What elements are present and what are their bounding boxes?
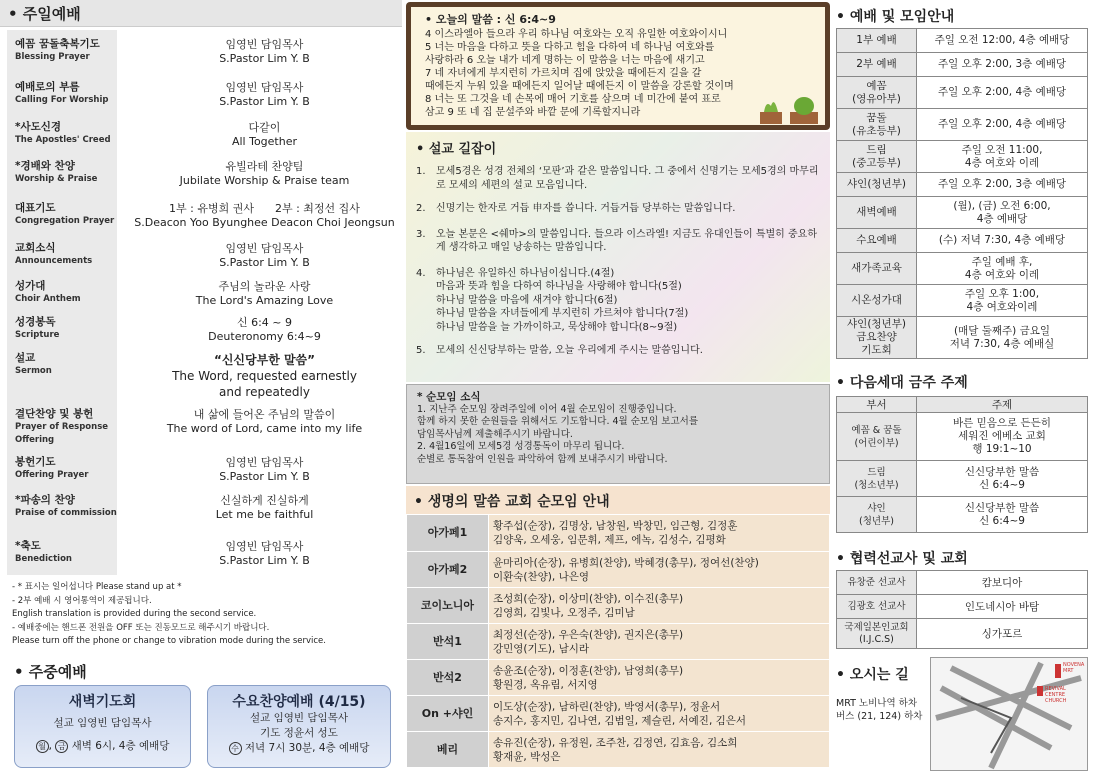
order-value-korean: 임영빈 담임목사 <box>225 540 304 553</box>
guide-item <box>416 202 820 216</box>
table-row <box>837 29 1088 53</box>
schedule-name: 2부 예배 <box>837 53 917 77</box>
table-row <box>407 696 830 732</box>
schedule-name: 1부 예배 <box>837 29 917 53</box>
order-label <box>15 202 120 228</box>
guide-item-text: 신명기는 한자로 거듭 申자를 씁니다. 거듭거듭 당부하는 말씀입니다. <box>436 203 736 214</box>
topic-dept: 샤인 (청년부) <box>837 497 917 533</box>
sermon-guide-title: • 설교 길잡이 <box>416 142 497 157</box>
table-row <box>407 660 830 696</box>
guide-item-text: 오늘 본문은 <쉐마>의 말씀입니다. 들으라 이스라엘! 지금도 유대인들이 특별히 중요하게 생각하고 매일 낭송하는 말씀입니다. <box>436 228 817 253</box>
order-label-korean: 설교 <box>15 352 36 364</box>
schedule-time: 주일 오전 11:00, 4층 여호와 이레 <box>917 141 1088 173</box>
order-value-korean: 주님의 놀라운 사랑 <box>218 280 311 293</box>
schedule-name: 꿈돌 (유초등부) <box>837 109 917 141</box>
order-label-korean: 성경봉독 <box>15 316 56 328</box>
plant-decoration-icon <box>756 92 822 126</box>
order-label-korean: 성가대 <box>15 280 46 292</box>
topic-text: 바른 믿음으로 든든히 세워진 에베소 교회 행 19:1~10 <box>917 413 1088 461</box>
order-value <box>127 540 402 568</box>
schedule-name: 드림 (중고등부) <box>837 141 917 173</box>
schedule-name: 샤인(청년부) <box>837 173 917 197</box>
schedule-time: 주일 오후 2:00, 3층 예배당 <box>917 53 1088 77</box>
order-value-korean: 신 6:4 ~ 9 <box>236 316 293 329</box>
group-name: 베리 <box>407 732 489 768</box>
order-label <box>15 81 120 107</box>
table-row <box>837 285 1088 317</box>
order-label <box>15 160 120 186</box>
guide-item <box>416 344 820 358</box>
schedule-time: 주일 오전 12:00, 4층 예배당 <box>917 29 1088 53</box>
schedule-time: (수) 저녁 7:30, 4층 예배당 <box>917 229 1088 253</box>
order-value-english: The Lord's Amazing Love <box>195 294 334 307</box>
table-row <box>837 173 1088 197</box>
wednesday-time: 수 저녁 7시 30분, 4층 예배당 <box>208 741 390 756</box>
guide-item-text: 모세의 신신당부하는 말씀, 오늘 우리에게 주시는 말씀입니다. <box>436 345 703 356</box>
order-label-english: Choir Anthem <box>15 294 81 304</box>
order-label-korean: *경배와 찬양 <box>15 160 75 172</box>
news-line: 함께 하지 못한 순원들을 위해서도 기도합니다. 4월 순모임 보고서를 <box>417 416 699 427</box>
schedule-time: (매달 둘째주) 금요일 저녁 7:30, 4층 예배실 <box>917 317 1088 359</box>
order-value <box>127 352 402 400</box>
order-value-english: Jubilate Worship & Praise team <box>179 174 350 187</box>
order-value-korean: 임영빈 담임목사 <box>225 81 304 94</box>
order-label <box>15 242 120 268</box>
table-row <box>837 317 1088 359</box>
order-value <box>127 242 402 270</box>
order-label-korean: *사도신경 <box>15 121 62 133</box>
order-label-korean: *파송의 찬양 <box>15 494 75 506</box>
order-value <box>127 81 402 109</box>
group-members: 송유진(순장), 유정원, 조주찬, 김정연, 김효음, 김소희 황재윤, 박성은 <box>489 732 830 768</box>
order-value <box>127 160 402 188</box>
order-label-korean: 예꼼 꿈돌축복기도 <box>15 38 100 50</box>
schedule-name: 샤인(청년부) 금요찬양 기도회 <box>837 317 917 359</box>
order-value-korean: 유빌라테 찬양팀 <box>225 160 304 173</box>
news-line: 순별로 통독참여 인원을 파악하여 함께 보내주시기 바랍니다. <box>417 453 668 465</box>
missionary-name: 김광호 선교사 <box>837 595 917 619</box>
news-line: 1. 지난주 순모임 장려주일에 이어 4월 순모임이 진행중입니다. <box>417 403 677 415</box>
table-row <box>837 53 1088 77</box>
order-value-english: S.Pastor Lim Y. B <box>219 554 310 567</box>
schedule-heading: • 예배 및 모임안내 <box>836 9 955 25</box>
table-row <box>837 197 1088 229</box>
news-line: 담임목사님께 제출해주시기 바랍니다. <box>417 428 573 440</box>
order-label-english: Offering Prayer <box>15 470 89 480</box>
order-label-korean: *축도 <box>15 540 41 552</box>
topics-table <box>836 396 1088 533</box>
order-label <box>15 316 120 342</box>
order-value-english: Let me be faithful <box>215 508 314 521</box>
monday-badge-icon: 월 <box>36 740 49 753</box>
order-label-korean: 예배로의 부름 <box>15 81 80 93</box>
schedule-name: 새가족교육 <box>837 253 917 285</box>
news-line: 2. 4월16일에 모세5경 성경통독이 마무리 됩니다. <box>417 441 625 452</box>
group-name: 아가페2 <box>407 552 489 588</box>
missionary-name: 유창준 선교사 <box>837 571 917 595</box>
missions-table <box>836 570 1088 649</box>
map-label-mrt: NOVENA MRT <box>1063 662 1085 674</box>
table-row <box>837 413 1088 461</box>
order-label-english: Blessing Prayer <box>15 52 90 62</box>
schedule-name: 새벽예배 <box>837 197 917 229</box>
group-name: On +샤인 <box>407 696 489 732</box>
group-name: 반석2 <box>407 660 489 696</box>
mission-location: 캄보디아 <box>917 571 1088 595</box>
order-label-english: Congregation Prayer <box>15 216 115 226</box>
order-label-english: Calling For Worship <box>15 95 109 105</box>
wednesday-preacher: 설교 임영빈 담임목사 <box>250 712 348 724</box>
small-groups-heading: • 생명의 말씀 교회 순모임 안내 <box>406 486 830 514</box>
weekday-worship-heading: • 주중예배 <box>14 663 87 681</box>
small-group-news <box>406 384 830 484</box>
table-row <box>407 732 830 768</box>
table-row <box>407 515 830 552</box>
order-value-english: The word of Lord, came into my life <box>166 422 363 435</box>
schedule-time: (월), (금) 오전 6:00, 4층 예배당 <box>917 197 1088 229</box>
order-label-english: Worship & Praise <box>15 174 98 184</box>
verse-line: 7 네 자녀에게 부지런히 가르치며 집에 앉았을 때에든지 길을 갈 <box>425 68 702 79</box>
order-label <box>15 121 120 147</box>
order-value-korean: “신신당부한 말씀” <box>213 353 316 367</box>
order-label-english: Benediction <box>15 554 72 564</box>
group-members: 송윤조(순장), 이정훈(찬양), 남영희(총무) 황원경, 옥유림, 서지영 <box>489 660 830 696</box>
table-row <box>837 141 1088 173</box>
order-value-english: The Word, requested earnestly <box>172 369 357 383</box>
order-value-korean: 신실하게 진실하게 <box>220 494 309 507</box>
topic-dept: 드림 (청소년부) <box>837 461 917 497</box>
table-row <box>837 77 1088 109</box>
table-row <box>837 595 1088 619</box>
note-line: - * 표시는 일어섭니다 Please stand up at * <box>12 582 182 592</box>
guide-item <box>416 228 820 255</box>
order-label-english: Scripture <box>15 330 60 340</box>
order-label-korean: 결단찬양 및 봉헌 <box>15 408 94 420</box>
wednesday-prayer: 기도 정윤서 성도 <box>260 727 338 739</box>
order-label <box>15 38 120 64</box>
verse-line: 사랑하라 6 오늘 내가 네게 명하는 이 말씀을 너는 마음에 새기고 <box>425 55 705 66</box>
dawn-prayer-preacher: 설교 임영빈 담임목사 <box>53 717 152 729</box>
verse-line: 삼고 9 또 네 집 문설주와 바깥 문에 기록할지니라 <box>425 107 641 118</box>
group-members: 조성희(순장), 이상미(찬양), 이수진(총무) 김영희, 김빛나, 오정주, 김미남 <box>489 588 830 624</box>
order-value-english: S.Pastor Lim Y. B <box>219 52 310 65</box>
schedule-name: 수요예배 <box>837 229 917 253</box>
small-group-news-title: * 순모임 소식 <box>417 391 481 403</box>
table-row <box>837 619 1088 649</box>
table-row <box>837 571 1088 595</box>
schedule-time: 주일 예배 후, 4층 여호와 이레 <box>917 253 1088 285</box>
wednesday-worship-title: 수요찬양예배 (4/15) <box>232 694 366 710</box>
sermon-guide <box>406 132 830 382</box>
order-value <box>127 408 402 436</box>
verse-line: 5 너는 마음을 다하고 뜻을 다하고 힘을 다하여 네 하나님 여호와를 <box>425 42 715 53</box>
order-label <box>15 494 120 520</box>
wednesday-worship-card <box>207 685 391 768</box>
order-value-korean: 임영빈 담임목사 <box>225 242 304 255</box>
order-value <box>127 202 402 230</box>
directions-text: MRT 노비나역 하차 버스 (21, 124) 하차 <box>836 698 923 722</box>
order-value-korean: 임영빈 담임목사 <box>225 38 304 51</box>
group-members: 이도상(순장), 남하린(찬양), 박영서(총무), 정윤서 송지수, 홍지민, 김나연, 김범일, 제슬린, 서예진, 김은서 <box>489 696 830 732</box>
topics-heading: • 다음세대 금주 주제 <box>836 375 968 391</box>
schedule-table <box>836 28 1088 359</box>
schedule-name: 예꼼 (영유아부) <box>837 77 917 109</box>
verse-text <box>425 28 811 119</box>
order-label-english: Announcements <box>15 256 93 266</box>
order-label <box>15 456 120 482</box>
order-value <box>127 494 402 522</box>
order-value <box>127 121 402 149</box>
todays-verse-scroll <box>406 2 830 130</box>
guide-item-text: 하나님은 유일하신 하나님이십니다.(4절) 마음과 뜻과 힘을 다하여 하나님을 사랑해야 합니다(5절) 하나님 말씀을 마음에 새겨야 합니다(6절) 하나님 말씀을 자녀들에게 부지런히 가르쳐야 합니다(7절) 하나님 말씀을 늘 가까이하고, 묵상해야 합니다(8~9절) <box>436 267 689 333</box>
location-map <box>930 657 1088 771</box>
order-label-english: Offering <box>15 435 55 445</box>
schedule-time: 주일 오후 2:00, 4층 예배당 <box>917 109 1088 141</box>
guide-item-number: 1. <box>416 166 426 177</box>
group-name: 코이노니아 <box>407 588 489 624</box>
table-row <box>837 109 1088 141</box>
order-value-english: S.Pastor Lim Y. B <box>219 95 310 108</box>
order-value-english: S.Pastor Lim Y. B <box>219 256 310 269</box>
order-label-english: Praise of commission <box>15 508 117 518</box>
table-row <box>837 229 1088 253</box>
schedule-time: 주일 오후 1:00, 4층 여호와이레 <box>917 285 1088 317</box>
street-map-icon <box>931 658 1088 771</box>
order-value-english: S.Pastor Lim Y. B <box>219 470 310 483</box>
schedule-time: 주일 오후 2:00, 4층 예배당 <box>917 77 1088 109</box>
group-name: 아가페1 <box>407 515 489 552</box>
table-row <box>407 588 830 624</box>
topic-text: 신신당부한 말씀 신 6:4~9 <box>917 497 1088 533</box>
verse-line: 때에든지 누워 있을 때에든지 일어날 때에든지 이 말씀을 강론할 것이며 <box>425 81 734 92</box>
table-row <box>407 624 830 660</box>
dawn-prayer-time: 월 , 금 새벽 6시, 4층 예배당 <box>15 739 190 754</box>
verse-title: • 오늘의 말씀 : 신 6:4~9 <box>425 13 556 26</box>
missionary-name: 국제일본인교회 (I.J.C.S) <box>837 619 917 649</box>
mission-location: 인도네시아 바탐 <box>917 595 1088 619</box>
order-label-korean: 봉헌기도 <box>15 456 56 468</box>
order-value-english: All Together <box>231 135 298 148</box>
sunday-worship-column <box>0 0 402 775</box>
small-groups-table <box>406 514 830 768</box>
sunday-worship-heading: • 주일예배 <box>0 0 402 27</box>
order-value-english: Deuteronomy 6:4~9 <box>208 330 321 343</box>
order-value <box>127 280 402 308</box>
order-value <box>127 316 402 344</box>
table-row <box>837 497 1088 533</box>
table-row <box>837 461 1088 497</box>
guide-item-number: 2. <box>416 203 426 214</box>
note-line: - 2부 예배 시 영어통역이 제공됩니다. <box>12 595 152 606</box>
topics-header-topic: 주제 <box>917 397 1088 413</box>
order-value-english: and repeatedly <box>219 385 310 399</box>
group-name: 반석1 <box>407 624 489 660</box>
worship-notes <box>12 582 397 650</box>
order-label <box>15 352 120 378</box>
note-line: English translation is provided during the second service. <box>12 609 257 619</box>
order-value-korean: 1부 : 유병희 권사 2부 : 최정선 집사 <box>169 202 360 215</box>
missions-heading: • 협력선교사 및 교회 <box>836 551 968 567</box>
order-value-korean: 임영빈 담임목사 <box>225 456 304 469</box>
schedule-time: 주일 오후 2:00, 3층 예배당 <box>917 173 1088 197</box>
guide-item-text: 모세5경은 성경 전체의 ‘모판’과 같은 말씀입니다. 그 중에서 신명기는 모세5경의 마무리로 모세의 세편의 설교 모음입니다. <box>436 166 819 191</box>
map-label-church: REVIVAL CENTRE CHURCH <box>1045 686 1067 704</box>
note-line: Please turn off the phone or change to vibration mode during the service. <box>12 636 326 646</box>
group-members: 최정선(순장), 우은숙(찬양), 권지은(총무) 강민영(기도), 남시라 <box>489 624 830 660</box>
dawn-prayer-card <box>14 685 191 768</box>
order-value-korean: 내 삶에 들어온 주님의 말씀이 <box>193 408 336 421</box>
verse-line: 4 이스라엘아 들으라 우리 하나님 여호와는 오직 유일한 여호와이시니 <box>425 29 728 40</box>
order-label <box>15 280 120 306</box>
order-label-english: The Apostles' Creed <box>15 135 111 145</box>
directions-heading: • 오시는 길 <box>836 667 909 683</box>
order-label-korean: 교회소식 <box>15 242 56 254</box>
order-value-korean: 다같이 <box>248 121 281 134</box>
order-label-english: Prayer of Response <box>15 422 109 432</box>
order-value-english: S.Deacon Yoo Byunghee Deacon Choi Jeongsun <box>134 216 395 229</box>
order-value <box>127 38 402 66</box>
mission-location: 싱가포르 <box>917 619 1088 649</box>
guide-item-number: 4. <box>416 267 426 279</box>
friday-badge-icon: 금 <box>55 740 68 753</box>
verse-line: 8 너는 또 그것을 네 손목에 매어 기호를 삼으며 네 미간에 붙여 표로 <box>425 94 721 105</box>
schedule-name: 시온성가대 <box>837 285 917 317</box>
order-value <box>127 456 402 484</box>
note-line: - 예배중에는 핸드폰 전원을 OFF 또는 진동모드로 해주시기 바랍니다. <box>12 622 270 633</box>
topic-text: 신신당부한 말씀 신 6:4~9 <box>917 461 1088 497</box>
group-members: 윤마리아(순장), 유병희(찬양), 박혜경(총무), 정여선(찬양) 이환숙(찬양), 나은영 <box>489 552 830 588</box>
order-label-english: Sermon <box>15 366 52 376</box>
table-row <box>837 253 1088 285</box>
guide-item-number: 5. <box>416 345 426 356</box>
guide-item <box>416 267 820 335</box>
guide-item-number: 3. <box>416 228 426 240</box>
order-label <box>15 408 120 447</box>
wednesday-badge-icon: 수 <box>229 742 242 755</box>
order-label-korean: 대표기도 <box>15 202 56 214</box>
order-label <box>15 540 120 566</box>
group-members: 황주섭(순장), 김명상, 남창원, 박창민, 임근형, 김정훈 김양욱, 오세웅, 임문휘, 제프, 에녹, 김성수, 김평화 <box>489 515 830 552</box>
guide-item <box>416 165 820 192</box>
info-column <box>834 0 1096 775</box>
table-row <box>407 552 830 588</box>
sermon-column <box>404 0 830 775</box>
topic-dept: 예꼼 & 꿈돌 (어린이부) <box>837 413 917 461</box>
topics-header-dept: 부서 <box>837 397 917 413</box>
dawn-prayer-title: 새벽기도회 <box>68 694 137 710</box>
